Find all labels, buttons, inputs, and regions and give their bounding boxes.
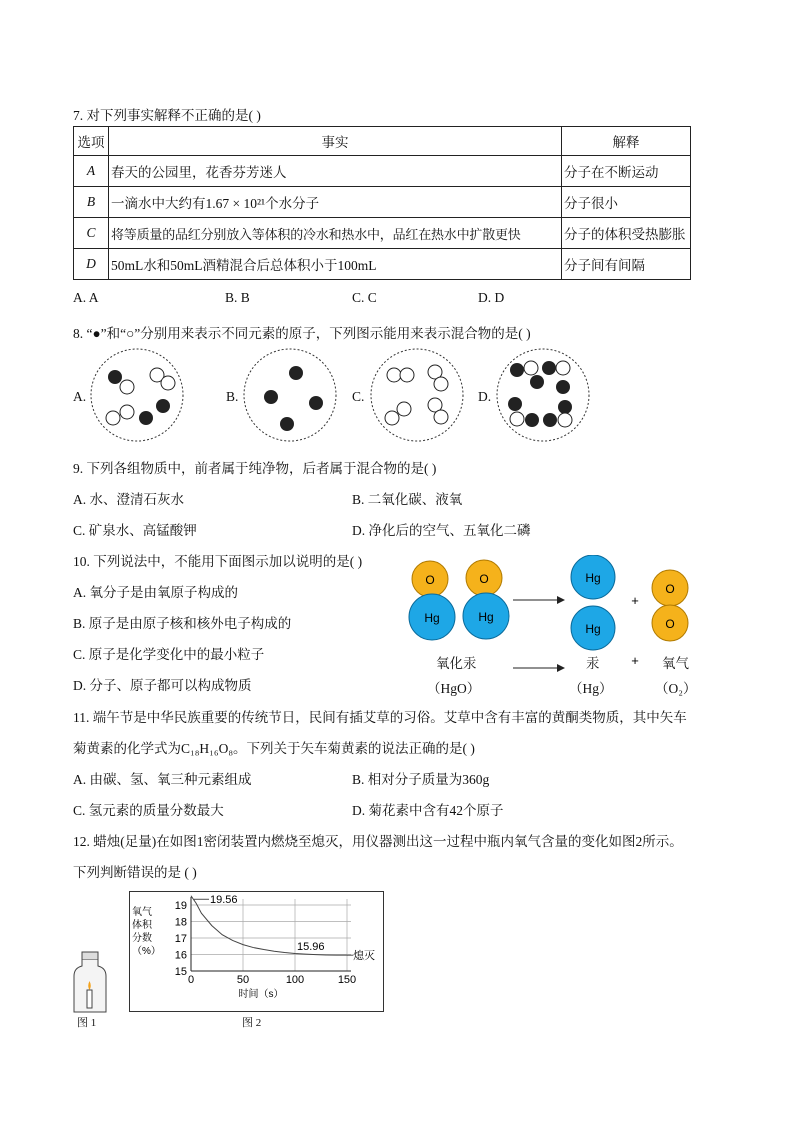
row-fact: 一滴水中大约有1.67 × 10²¹个水分子 xyxy=(109,187,562,218)
q7-option-a[interactable]: A. A xyxy=(73,290,99,305)
table-row xyxy=(74,156,691,187)
svg-text:Hg: Hg xyxy=(424,611,440,625)
annotation-extinguished: 熄灭 xyxy=(353,950,375,963)
x-tick-label: 50 xyxy=(236,974,250,986)
q9-option-c[interactable]: C. 矿泉水、高锰酸钾 xyxy=(73,523,197,538)
row-option: B xyxy=(74,187,109,218)
hgo-name: 氧化汞 xyxy=(436,656,477,671)
row-fact: 将等质量的品红分别放入等体积的冷水和热水中，品红在热水中扩散更快 xyxy=(109,218,562,249)
svg-text:Hg: Hg xyxy=(478,610,494,624)
q11-stem-line1: 11. 端午节是中华民族重要的传统节日，民间有插艾草的习俗。艾草中含有丰富的黄酮类物质，其中矢车 xyxy=(73,710,687,725)
row-option: A xyxy=(74,156,109,187)
q8-label-a[interactable]: A. xyxy=(73,389,87,404)
x-tick-label: 100 xyxy=(285,974,305,986)
q10-stem: 10. 下列说法中，不能用下面图示加以说明的是( ) xyxy=(73,554,363,569)
annotation-start-value: 19.56 xyxy=(210,894,238,907)
q9-option-d[interactable]: D. 净化后的空气、五氧化二磷 xyxy=(352,523,531,538)
q7-option-d[interactable]: D. D xyxy=(478,290,505,305)
q8-label-b[interactable]: B. xyxy=(226,389,239,404)
hg-name: 汞 xyxy=(586,656,600,671)
q8-diagrams xyxy=(85,345,595,445)
q11-stem-line2: 菊黄素的化学式为C₁₈H₁₆O₈。下列关于矢车菊黄素的说法正确的是( ) xyxy=(73,741,475,756)
q11-option-a[interactable]: A. 由碳、氢、氧三种元素组成 xyxy=(73,772,252,787)
q12-stem-line1: 12. 蜡烛(足量)在如图1密闭装置内燃烧至熄灭，用仪器测出这一过程中瓶内氧气含量的变化如图2所示。 xyxy=(73,834,683,849)
q9-stem: 9. 下列各组物质中，前者属于纯净物，后者属于混合物的是( ) xyxy=(73,461,437,476)
q8-label-d[interactable]: D. xyxy=(478,389,492,404)
q10-option-d[interactable]: D. 分子、原子都可以构成物质 xyxy=(73,678,252,693)
table-row xyxy=(74,249,691,280)
svg-text:O: O xyxy=(425,573,435,587)
row-option: D xyxy=(74,249,109,280)
y-axis-label: （%） xyxy=(132,946,161,957)
q10-option-a[interactable]: A. 氧分子是由氧原子构成的 xyxy=(73,585,238,600)
x-tick-label: 0 xyxy=(187,974,195,986)
y-tick-label: 15 xyxy=(174,966,187,978)
table-header-row xyxy=(74,127,691,156)
diagram-c[interactable] xyxy=(371,349,463,441)
hg-formula: （Hg） xyxy=(569,681,613,696)
facts-table xyxy=(73,126,691,280)
y-tick-label: 19 xyxy=(174,900,187,912)
svg-text:O: O xyxy=(479,572,489,586)
q11-option-b[interactable]: B. 相对分子质量为360g xyxy=(352,772,490,787)
y-tick-label: 18 xyxy=(174,916,187,929)
candle-icon xyxy=(87,990,92,1008)
row-explanation: 分子间有间隔 xyxy=(562,249,691,280)
diagram-a[interactable] xyxy=(91,349,183,441)
svg-text:+: + xyxy=(631,593,639,608)
row-explanation: 分子在不断运动 xyxy=(562,156,691,187)
row-option: C xyxy=(74,218,109,249)
fig1-label: 图 1 xyxy=(77,1017,97,1029)
svg-text:+: + xyxy=(631,653,639,668)
x-axis-label: 时间（s） xyxy=(238,989,284,1000)
annotation-end-value: 15.96 xyxy=(297,941,325,954)
table-row xyxy=(74,218,691,249)
q7-option-b[interactable]: B. B xyxy=(225,290,250,305)
y-tick-label: 17 xyxy=(174,933,187,945)
q9-option-b[interactable]: B. 二氧化碳、液氧 xyxy=(352,492,463,507)
x-tick-label: 150 xyxy=(337,974,357,986)
q8-label-c[interactable]: C. xyxy=(352,389,365,404)
svg-text:Hg: Hg xyxy=(585,622,601,636)
row-explanation: 分子很小 xyxy=(562,187,691,218)
q8-stem: 8. “●”和“○”分别用来表示不同元素的原子，下列图示能用来表示混合物的是( ) xyxy=(73,326,531,341)
y-axis-label: 氧气 xyxy=(132,907,152,918)
q12-stem-line2: 下列判断错误的是 ( ) xyxy=(73,865,197,880)
y-tick-label: 16 xyxy=(174,949,187,962)
o2-formula: （O₂） xyxy=(655,681,697,696)
svg-text:O: O xyxy=(665,582,675,596)
y-axis-label: 分数 xyxy=(132,933,152,944)
diagram-d[interactable] xyxy=(497,349,589,441)
row-fact: 春天的公园里，花香芬芳迷人 xyxy=(109,156,562,187)
header-explanation: 解释 xyxy=(562,127,691,156)
mercury-oxide-reaction-diagram xyxy=(400,555,710,695)
q11-option-d[interactable]: D. 菊花素中含有42个原子 xyxy=(352,803,504,818)
table-row xyxy=(74,187,691,218)
q7-stem: 7. 对下列事实解释不正确的是( ) xyxy=(73,108,261,123)
oxygen-content-chart xyxy=(129,891,383,1011)
sealed-jar-candle-figure xyxy=(70,950,110,1020)
fig2-label: 图 2 xyxy=(242,1017,262,1029)
y-axis-label: 体积 xyxy=(132,920,152,931)
header-fact: 事实 xyxy=(109,127,562,156)
diagram-b[interactable] xyxy=(244,349,336,441)
hgo-formula: （HgO） xyxy=(427,681,481,696)
q9-option-a[interactable]: A. 水、澄清石灰水 xyxy=(73,492,184,507)
q7-option-c[interactable]: C. C xyxy=(352,290,377,305)
row-fact: 50mL水和50mL酒精混合后总体积小于100mL xyxy=(109,249,562,280)
header-option: 选项 xyxy=(74,127,109,156)
q10-option-b[interactable]: B. 原子是由原子核和核外电子构成的 xyxy=(73,616,292,631)
row-explanation: 分子的体积受热膨胀 xyxy=(562,218,691,249)
svg-text:O: O xyxy=(665,617,675,631)
svg-text:Hg: Hg xyxy=(585,571,601,585)
q11-option-c[interactable]: C. 氢元素的质量分数最大 xyxy=(73,803,224,818)
o2-name: 氧气 xyxy=(662,656,689,671)
q10-option-c[interactable]: C. 原子是化学变化中的最小粒子 xyxy=(73,647,265,662)
